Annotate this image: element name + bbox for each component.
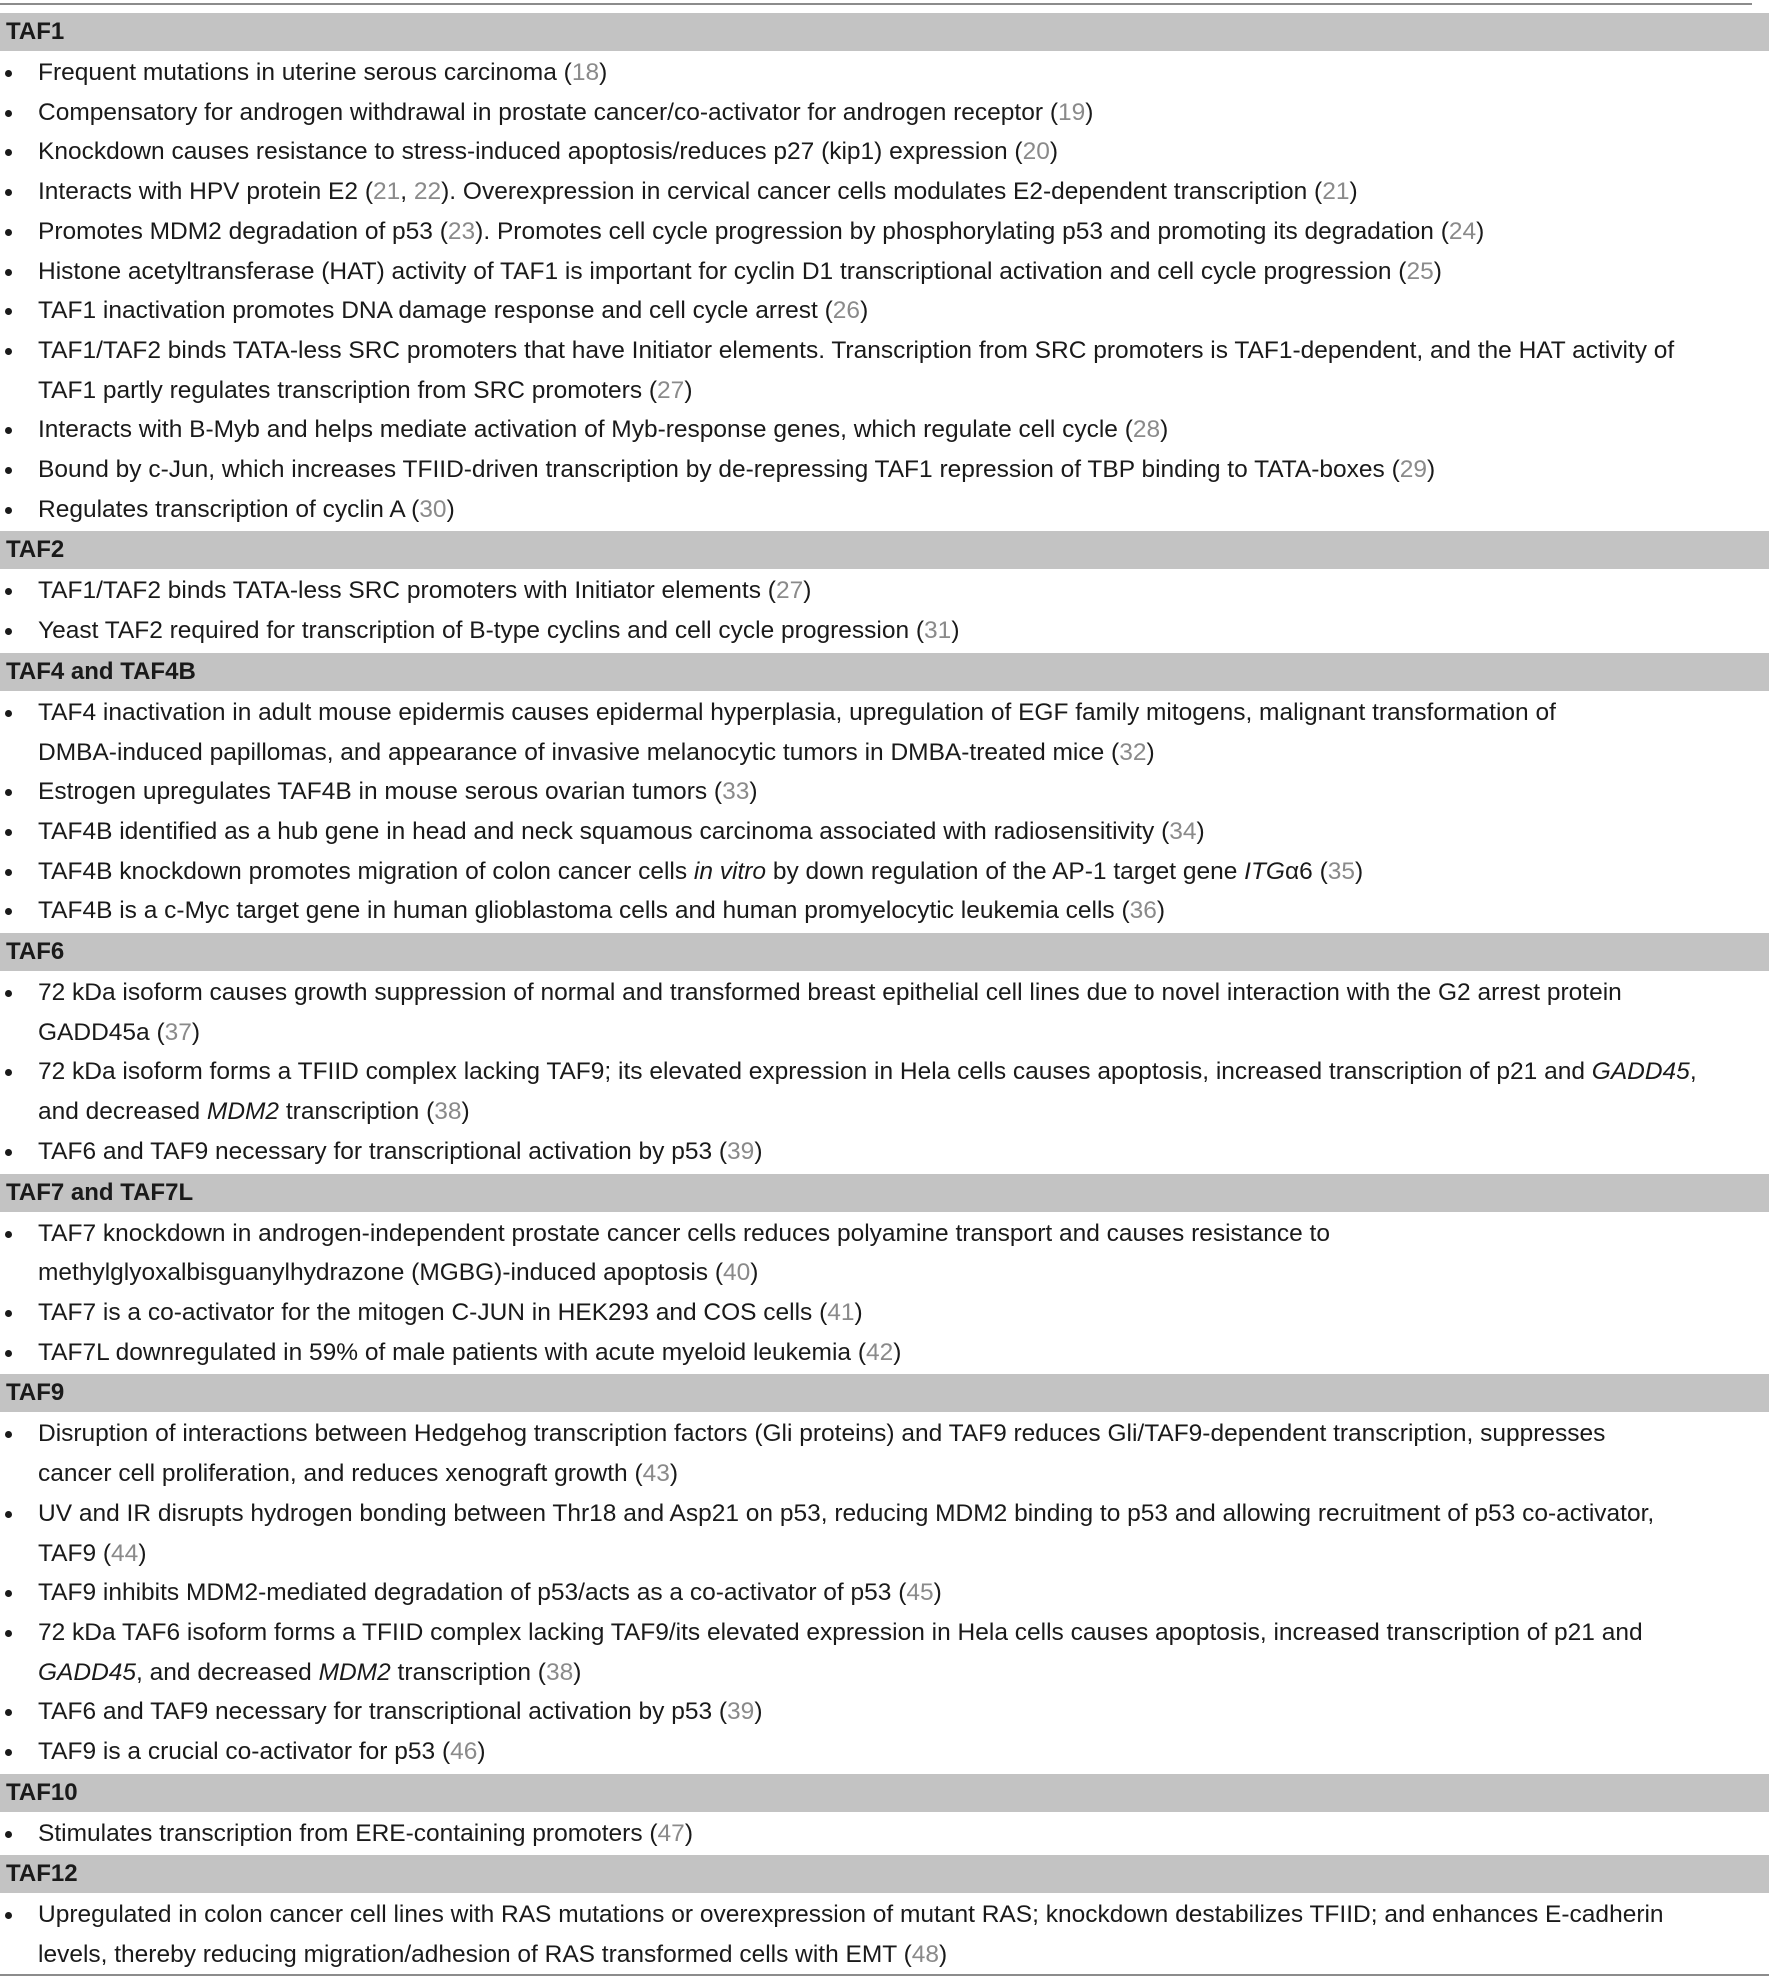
item-text: ) xyxy=(933,1579,942,1607)
item-text: TAF1 inactivation promotes DNA damage response and cell cycle arrest ( xyxy=(38,297,833,325)
item-text: Yeast TAF2 required for transcription of B-type cyclins and cell cycle progression ( xyxy=(38,617,925,645)
item-text: Frequent mutations in uterine serous carcinoma ( xyxy=(38,59,572,86)
bullet-list xyxy=(0,1214,1769,1373)
item-text: ) xyxy=(1476,217,1485,245)
citation-reference: 45 xyxy=(906,1579,934,1607)
citation-reference: 46 xyxy=(450,1738,478,1766)
list-item xyxy=(0,812,1769,852)
bullet-icon xyxy=(5,507,12,514)
list-item xyxy=(0,1494,1769,1573)
top-rule xyxy=(0,3,1752,5)
item-text: Histone acetyltransferase (HAT) activity of TAF1 is important for cyclin D1 transcriptional activation and cell cycle progression ( xyxy=(38,257,1407,285)
item-text: ) xyxy=(750,1259,759,1287)
bullet-icon xyxy=(5,110,12,117)
section-header: TAF6 xyxy=(0,933,1769,971)
citation-reference: 24 xyxy=(1448,217,1477,245)
citation-reference: 36 xyxy=(1129,897,1157,925)
citation-reference: 34 xyxy=(1169,817,1197,845)
bullet-icon xyxy=(5,189,12,196)
item-text: ) xyxy=(1427,456,1436,484)
item-text: TAF4B identified as a hub gene in head and neck squamous carcinoma associated with radiosensitivity ( xyxy=(38,817,1170,845)
bullet-icon xyxy=(5,1231,12,1238)
bottom-rule xyxy=(0,1974,1769,1976)
italic-text: GADD45 xyxy=(38,1658,137,1686)
bullet-list xyxy=(0,53,1769,529)
section-header: TAF2 xyxy=(0,531,1769,569)
citation-reference: 29 xyxy=(1399,456,1427,484)
list-item xyxy=(0,291,1769,331)
list-item xyxy=(0,852,1769,892)
bullet-icon xyxy=(5,229,12,236)
bullet-icon xyxy=(5,308,12,315)
item-text: TAF4 inactivation in adult mouse epidermis causes epidermal hyperplasia, upregulation of EGF family mitogens, malignant transformation of xyxy=(38,698,1556,726)
list-item xyxy=(0,973,1769,1052)
bullet-list xyxy=(0,973,1769,1172)
citation-reference: 25 xyxy=(1406,257,1434,285)
item-text: ) xyxy=(749,778,758,806)
bullet-list xyxy=(0,1895,1769,1974)
list-item xyxy=(0,252,1769,292)
taf-table xyxy=(0,13,1769,1975)
item-text: TAF6 and TAF9 necessary for transcriptional activation by p53 ( xyxy=(38,1698,728,1726)
list-item xyxy=(0,1814,1769,1854)
list-item xyxy=(0,1052,1769,1131)
item-text: ). Promotes cell cycle progression by phosphorylating p53 and promoting its degradation ( xyxy=(475,217,1449,245)
item-text: Estrogen upregulates TAF4B in mouse serous ovarian tumors ( xyxy=(38,778,723,806)
item-text: ) xyxy=(754,1698,763,1726)
citation-reference: 33 xyxy=(722,778,750,806)
item-text: by down regulation of the AP-1 target gene xyxy=(766,857,1245,885)
list-item xyxy=(0,53,1769,93)
item-text: 72 kDa isoform causes growth suppression of normal and transformed breast epithelial cell lines due to novel interaction with the G2 arrest protein xyxy=(38,979,1622,1007)
item-text: ) xyxy=(446,495,455,523)
item-text: ) xyxy=(1085,98,1094,126)
item-text: levels, thereby reducing migration/adhesion of RAS transformed cells with EMT ( xyxy=(38,1941,912,1969)
item-text: ) xyxy=(860,297,869,325)
citation-reference: 23 xyxy=(447,217,476,245)
item-text: ) xyxy=(573,1658,582,1686)
item-text: TAF1/TAF2 binds TATA-less SRC promoters with Initiator elements ( xyxy=(38,577,776,605)
bullet-icon xyxy=(5,1590,12,1597)
list-item xyxy=(0,1414,1769,1493)
bullet-icon xyxy=(5,1350,12,1357)
citation-reference: 41 xyxy=(827,1298,855,1326)
citation-reference: 28 xyxy=(1132,416,1161,444)
bullet-icon xyxy=(5,348,12,355)
item-text: ) xyxy=(893,1338,902,1366)
list-item xyxy=(0,212,1769,252)
citation-reference: 47 xyxy=(657,1819,685,1847)
list-item xyxy=(0,571,1769,611)
bullet-icon xyxy=(5,1831,12,1838)
bullet-icon xyxy=(5,829,12,836)
item-text: ) xyxy=(803,577,812,605)
bullet-icon xyxy=(5,1149,12,1156)
item-text: Promotes MDM2 degradation of p53 ( xyxy=(38,217,448,245)
citation-reference: 38 xyxy=(434,1098,462,1126)
list-item xyxy=(0,172,1769,212)
citation-reference: 44 xyxy=(111,1539,139,1567)
item-text: TAF6 and TAF9 necessary for transcriptional activation by p53 ( xyxy=(38,1137,728,1165)
bullet-icon xyxy=(5,269,12,276)
bullet-icon xyxy=(5,1069,12,1076)
section-header: TAF10 xyxy=(0,1774,1769,1812)
bullet-list xyxy=(0,1414,1769,1771)
list-item xyxy=(0,611,1769,651)
bullet-icon xyxy=(5,1630,12,1637)
section-header: TAF1 xyxy=(0,13,1769,51)
item-text: Bound by c-Jun, which increases TFIID-driven transcription by de-repressing TAF1 repression of TBP binding to TATA-boxes ( xyxy=(38,456,1400,484)
item-text: ) xyxy=(461,1098,470,1126)
item-text: ) xyxy=(939,1941,948,1969)
item-text: DMBA-induced papillomas, and appearance of invasive melanocytic tumors in DMBA-treated mice ( xyxy=(38,738,1120,766)
citation-reference: 39 xyxy=(727,1137,755,1165)
list-item xyxy=(0,450,1769,490)
item-text: TAF7 knockdown in androgen-independent prostate cancer cells reduces polyamine transport and causes resistance to xyxy=(38,1219,1330,1247)
list-item xyxy=(0,1132,1769,1172)
item-text: GADD45a ( xyxy=(38,1018,165,1046)
item-text: ) xyxy=(951,617,960,645)
citation-reference: 31 xyxy=(924,617,952,645)
item-text: ) xyxy=(599,59,608,86)
bullet-icon xyxy=(5,789,12,796)
list-item xyxy=(0,410,1769,450)
item-text: TAF9 inhibits MDM2-mediated degradation of p53/acts as a co-activator of p53 ( xyxy=(38,1579,907,1607)
list-item xyxy=(0,1732,1769,1772)
bullet-icon xyxy=(5,1431,12,1438)
item-text: methylglyoxalbisguanylhydrazone (MGBG)-induced apoptosis ( xyxy=(38,1259,723,1287)
item-text: ) xyxy=(477,1738,486,1766)
item-text: ) xyxy=(684,1819,693,1847)
bullet-list xyxy=(0,571,1769,650)
list-item xyxy=(0,1895,1769,1974)
item-text: 72 kDa TAF6 isoform forms a TFIID complex lacking TAF9/its elevated expression in Hela cells causes apoptosis, increased transcription of p21 and xyxy=(38,1618,1643,1646)
item-text: Interacts with HPV protein E2 ( xyxy=(38,178,373,206)
list-item xyxy=(0,132,1769,172)
section-header: TAF9 xyxy=(0,1374,1769,1412)
citation-reference: 48 xyxy=(911,1941,940,1969)
item-text: ) xyxy=(138,1539,147,1567)
citation-reference: 37 xyxy=(164,1018,192,1046)
bullet-icon xyxy=(5,427,12,434)
item-text: ) xyxy=(754,1137,763,1165)
item-text: TAF4B is a c-Myc target gene in human glioblastoma cells and human promyelocytic leukemia cells ( xyxy=(38,897,1130,925)
item-text: TAF9 ( xyxy=(38,1539,112,1567)
citation-reference: 26 xyxy=(832,297,861,325)
item-text: , xyxy=(1689,1058,1697,1086)
list-item xyxy=(0,1692,1769,1732)
item-text: ) xyxy=(191,1018,201,1046)
item-text: ) xyxy=(854,1298,863,1326)
list-item xyxy=(0,772,1769,812)
item-text: ) xyxy=(1433,257,1442,285)
bullet-icon xyxy=(5,1310,12,1317)
item-text: TAF7 is a co-activator for the mitogen C-JUN in HEK293 and COS cells ( xyxy=(38,1298,828,1326)
item-text: , xyxy=(400,178,414,206)
citation-reference: 39 xyxy=(727,1698,755,1726)
item-text: 72 kDa isoform forms a TFIID complex lacking TAF9; its elevated expression in Hela cells causes apoptosis, increased transcription of p21 and xyxy=(38,1058,1592,1086)
bullet-list xyxy=(0,1814,1769,1854)
bullet-icon xyxy=(5,628,12,635)
item-text: TAF1/TAF2 binds TATA-less SRC promoters that have Initiator elements. Transcription from SRC promoters is TAF1-dependent, and the HAT activity of xyxy=(38,336,1675,364)
italic-text: MDM2 xyxy=(318,1658,391,1686)
list-item xyxy=(0,1214,1769,1293)
list-item xyxy=(0,1293,1769,1333)
item-text: ) xyxy=(684,376,693,404)
bullet-icon xyxy=(5,149,12,156)
bullet-icon xyxy=(5,1912,12,1919)
list-item xyxy=(0,693,1769,772)
bullet-icon xyxy=(5,990,12,997)
section-header: TAF12 xyxy=(0,1855,1769,1893)
citation-reference: 22 xyxy=(413,178,442,206)
item-text: ) xyxy=(1349,178,1358,206)
item-text: UV and IR disrupts hydrogen bonding between Thr18 and Asp21 on p53, reducing MDM2 binding to p53 and allowing recruitment of p53 co-activator, xyxy=(38,1499,1655,1527)
bullet-icon xyxy=(5,70,12,77)
item-text: ) xyxy=(1160,416,1169,444)
italic-text: ITG xyxy=(1244,857,1285,885)
item-text: Compensatory for androgen withdrawal in prostate cancer/co-activator for androgen receptor ( xyxy=(38,98,1058,126)
list-item xyxy=(0,1573,1769,1613)
item-text: TAF9 is a crucial co-activator for p53 ( xyxy=(38,1738,451,1766)
list-item xyxy=(0,490,1769,530)
bullet-list xyxy=(0,693,1769,931)
italic-text: MDM2 xyxy=(206,1098,280,1126)
citation-reference: 38 xyxy=(545,1658,574,1686)
citation-reference: 32 xyxy=(1119,738,1147,766)
item-text: Regulates transcription of cyclin A ( xyxy=(38,495,420,523)
item-text: Disruption of interactions between Hedgehog transcription factors (Gli proteins) and TAF9 reduces Gli/TAF9-dependent transcription, suppresses xyxy=(38,1420,1606,1448)
bullet-icon xyxy=(5,908,12,915)
bullet-icon xyxy=(5,1511,12,1518)
item-text: ) xyxy=(1196,817,1205,845)
bullet-icon xyxy=(5,710,12,717)
bullet-icon xyxy=(5,1749,12,1756)
citation-reference: 27 xyxy=(657,376,685,404)
section-header: TAF7 and TAF7L xyxy=(0,1174,1769,1212)
list-item xyxy=(0,331,1769,410)
citation-reference: 21 xyxy=(372,178,401,206)
item-text: α6 ( xyxy=(1284,857,1328,885)
citation-reference: 18 xyxy=(571,59,600,86)
bullet-icon xyxy=(5,588,12,595)
citation-reference: 21 xyxy=(1322,178,1350,206)
item-text: ) xyxy=(1355,857,1364,885)
bullet-icon xyxy=(5,869,12,876)
section-header: TAF4 and TAF4B xyxy=(0,653,1769,691)
item-text: Knockdown causes resistance to stress-induced apoptosis/reduces p27 (kip1) expression ( xyxy=(38,138,1023,166)
item-text: cancer cell proliferation, and reduces xenograft growth ( xyxy=(38,1460,643,1488)
list-item xyxy=(0,891,1769,931)
citation-reference: 35 xyxy=(1327,857,1356,885)
item-text: TAF4B knockdown promotes migration of colon cancer cells xyxy=(38,857,694,885)
list-item xyxy=(0,1613,1769,1692)
list-item xyxy=(0,1333,1769,1373)
item-text: ) xyxy=(669,1460,679,1488)
item-text: ). Overexpression in cervical cancer cells modulates E2-dependent transcription ( xyxy=(441,178,1323,206)
item-text: Stimulates transcription from ERE-containing promoters ( xyxy=(38,1819,658,1847)
item-text: ) xyxy=(1049,138,1059,166)
citation-reference: 20 xyxy=(1022,138,1050,166)
list-item xyxy=(0,93,1769,133)
item-text: Upregulated in colon cancer cell lines with RAS mutations or overexpression of mutant RAS; knockdown destabilizes TFIID; and enhances E-cadherin xyxy=(38,1901,1664,1929)
italic-text: GADD45 xyxy=(1591,1058,1690,1086)
citation-reference: 42 xyxy=(866,1338,894,1366)
item-text: Interacts with B-Myb and helps mediate activation of Myb-response genes, which regulate cell cycle ( xyxy=(38,416,1133,444)
item-text: transcription ( xyxy=(390,1658,546,1686)
item-text: TAF1 partly regulates transcription from SRC promoters ( xyxy=(38,376,658,404)
item-text: TAF7L downregulated in 59% of male patients with acute myeloid leukemia ( xyxy=(38,1338,866,1366)
citation-reference: 43 xyxy=(642,1460,670,1488)
item-text: ) xyxy=(1156,897,1166,925)
citation-reference: 30 xyxy=(419,495,447,523)
item-text: ) xyxy=(1146,738,1155,766)
italic-text: in vitro xyxy=(693,857,767,885)
bullet-icon xyxy=(5,1709,12,1716)
item-text: and decreased xyxy=(38,1098,207,1126)
item-text: , and decreased xyxy=(136,1658,319,1686)
citation-reference: 27 xyxy=(775,577,804,605)
citation-reference: 19 xyxy=(1058,98,1086,126)
citation-reference: 40 xyxy=(722,1259,751,1287)
bullet-icon xyxy=(5,467,12,474)
item-text: transcription ( xyxy=(279,1098,435,1126)
